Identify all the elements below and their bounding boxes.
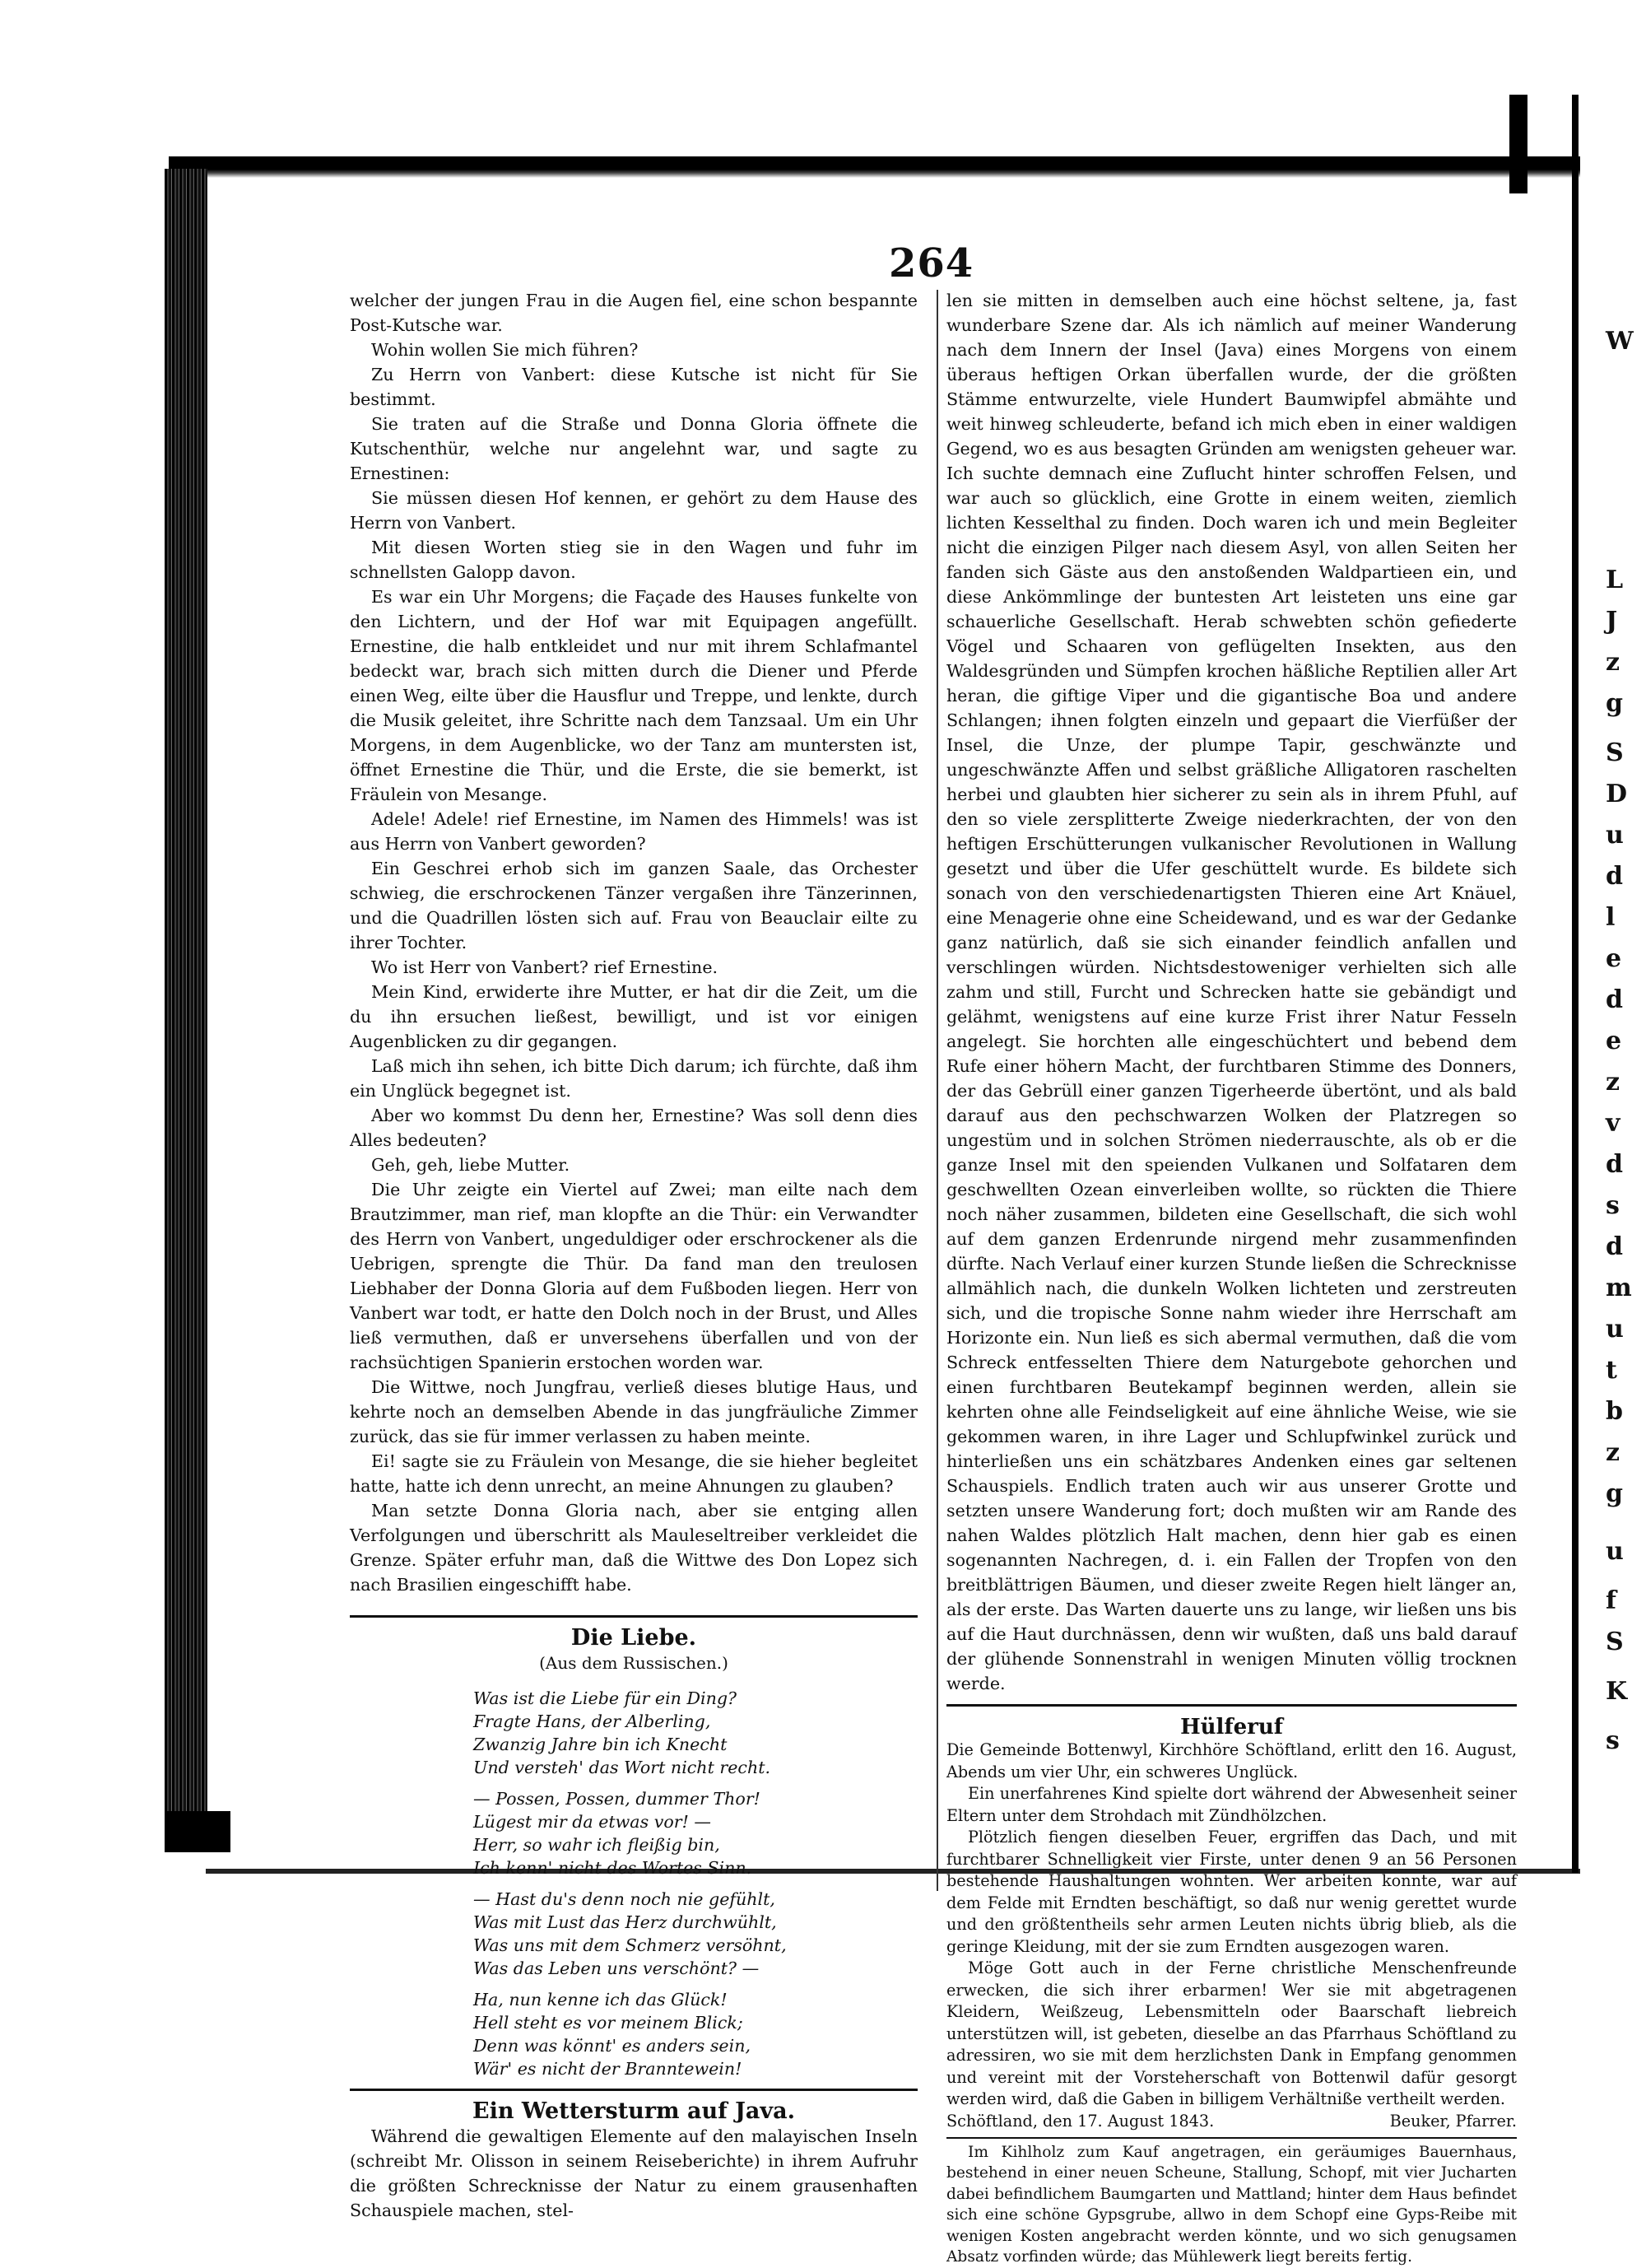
adjacent-page-fragment: g (1606, 689, 1623, 718)
adjacent-page-fragment: d (1606, 1150, 1623, 1179)
poem-line: Was das Leben uns verschönt? — (473, 1958, 760, 1978)
adjacent-page-fragment: b (1606, 1397, 1623, 1426)
adjacent-page-fragment: u (1606, 821, 1624, 850)
adjacent-page-fragment: t (1606, 1356, 1617, 1385)
article-title: Ein Wettersturm auf Java. (472, 2098, 795, 2124)
adjacent-page-fragment: d (1606, 862, 1623, 891)
adjacent-page-fragment: l (1606, 903, 1616, 932)
poem-line: — Possen, Possen, dummer Thor! (473, 1789, 760, 1809)
article-continuation: len sie mitten in demselben auch eine höchst seltene, ja, fast wunderbare Szene dar. Als ich nämlich auf meiner Wanderung nach dem Innern der Insel (Java) eines Morgens von einem überaus heftigen Orkan überfallen wurde, der die größten Stämme entwurzelte, viele Hundert Baumwipfel abmähte und weit hinweg schleuderte, befand ich mich eben in einer waldigen Gegend, wo es aus besagten Gründen am wenigsten geheuer war. Ich suchte demnach eine Zuflucht hinter schroffen Felsen, und war auch so glücklich, eine Grotte in einem weiten, ziemlich lichten Kesselthal zu finden. Doch waren ich und mein Begleiter nicht die einzigen Pilger nach diesem Asyl, von allen Seiten her fanden sich Gäste aus den anstoßenden Waldpartieen ein, und diese Ankömmlinge der buntesten Art leisteten uns eine gar schauerliche Gesellschaft. Herab schwebten schön gefiederte Vögel und Schaaren von geflügelten Insekten, aus den Waldesgründen und Sümpfen krochen häßliche Reptilien aller Art heran, die giftige Viper und die gigantische Boa und andere Schlangen; ihnen folgten einzeln und gepaart die Vierfüßer der Insel, die Unze, der plumpe Tapir, geschwänzte und ungeschwänzte Affen und selbst gräßliche Alligatoren raschelten herbei und glaubten hier sicherer zu sein als in ihrem Pfuhl, auf den so viele zersplitterte Zweige niederkrachten, der von den heftigen Erschütterungen vulkanischer Revolutionen in Wallung gesetzt und über die Ufer geschüttelt wurde. Es bildete sich sonach von den verschiedenartigsten Thieren eine Art Knäuel, eine Menagerie ohne eine Scheidewand, und es war der Gedanke ganz natürlich, daß sie sich einander feindlich anfallen und verschlingen würden. Nichtsdestoweniger verhielten sich alle zahm und still, Furcht und Schrecken hatte sie gebändigt und gelähmt, wenigstens auf eine kurze Frist ihrer Natur Fesseln angelegt. Sie horchten alle eingeschüchtert und bebend dem Rufe einer höhern Macht, der furchtbaren Stimme des Donners, der das Gebrüll einer ganzen Tigerheerde übertönt, und als bald darauf aus den pechschwarzen Wolken der Platzregen so ungestüm und in solchen Strömen niederrauschte, als ob er die ganze Insel mit den speienden Vulkanen und Solfataren dem geschwellten Ozean einverleiben wollte, so rückten die Thiere noch näher zusammen, bildeten eine Gesellschaft, die sich wohl auf dem ganzen Erdenrunde nirgend mehr zusammenfinden dürfte. Nach Verlauf einer kurzen Stunde ließen die Schrecknisse allmählich nach, die dunkeln Wolken lichteten und zerstreuten sich, und die tropische Sonne nahm wieder ihre Herrschaft am Horizonte ein. Nun ließ es sich abermal vermuthen, daß die vom Schreck entfesselten Thiere dem Naturgebote gehorchen und einen furchtbaren Beutekampf beginnen werden, allein sie kehrten ohne alle Feindseligkeit auf eine ähnliche Weise, wie sie gekommen waren, in ihre Lager und Schlupfwinkel zurück und hinterließen uns ein schätzbares Andenken eines gar seltenen Schauspiels. Endlich traten auch wir aus unserer Grotte und setzten unsere Wanderung fort; doch mußten wir am Rande des nahen Waldes plötzlich Halt machen, denn hier gab es einen sogenannten Nachregen, d. i. ein Fallen der Tropfen von den breitblättrigen Bäumen, und dieser zweite Regen hielt länger an, als der erste. Das Warten dauerte uns zu lange, wir ließen uns bis auf die Haut durchnässen, denn wir wußten, daß uns bald darauf der glühende Sonnenstrahl in wenigen Minuten völlig trocknen werde. (946, 291, 1517, 1693)
adjacent-page-fragment: e (1606, 944, 1622, 973)
section-rule (946, 1704, 1517, 1707)
book-page-edges (165, 169, 207, 1844)
adjacent-page-fragment: K (1606, 1677, 1628, 1706)
paragraph: Ei! sagte sie zu Fräulein von Mesange, die sie hieher begleitet hatte, hatte ich denn unrecht, an meine Ahnungen zu glauben? (350, 1451, 918, 1496)
article-intro: Während die gewaltigen Elemente auf den malayischen Inseln (schreibt Mr. Olisson in seinem Reiseberichte) in ihrem Aufruhr die größten Schrecknisse der Natur zu einem grausenhaften Schauspiele machen, stel- (350, 2126, 918, 2220)
hilferuf-title: Hülferuf (1180, 1715, 1283, 1739)
poem-stanza (473, 1888, 918, 1980)
poem (350, 1687, 918, 2080)
poem-line: Was mit Lust das Herz durchwühlt, (473, 1912, 777, 1932)
poem-line: Hell steht es vor meinem Blick; (473, 2013, 743, 2033)
paragraph: Mein Kind, erwiderte ihre Mutter, er hat dir die Zeit, um die du ihn ersuchen ließest, bewilligt, und ist vor einigen Augenblicken zu dir gegangen. (350, 982, 918, 1051)
adjacent-page-fragment: e (1606, 1027, 1622, 1055)
poem-subtitle: (Aus dem Russischen.) (539, 1653, 728, 1673)
adjacent-page-fragment: m (1606, 1274, 1632, 1302)
paragraph: Sie traten auf die Straße und Donna Gloria öffnete die Kutschenthür, welche nur angelehnt war, und sagte zu Ernestinen: (350, 414, 918, 483)
paragraph: welcher der jungen Frau in die Augen fiel, eine schon bespannte Post-Kutsche war. (350, 291, 918, 335)
paragraph: Mit diesen Worten stieg sie in den Wagen und fuhr im schnellsten Galopp davon. (350, 538, 918, 582)
adjacent-page-fragment: L (1606, 566, 1624, 594)
poem-line: Denn was könnt' es anders sein, (473, 2036, 751, 2056)
poem-line: Zwanzig Jahre bin ich Knecht (473, 1735, 728, 1754)
adjacent-page-fragment: d (1606, 985, 1623, 1014)
paragraph: Die Uhr zeigte ein Viertel auf Zwei; man eilte nach dem Brautzimmer, man rief, man klopfte an die Thür: ein Verwandter des Herrn von Vanbert, ungeduldiger oder erschrockener als die Uebrigen, sprengte die Thür. Da fand man den treulosen Liebhaber der Donna Gloria auf dem Fußboden liegen. Herr von Vanbert war todt, er hatte den Dolch noch in der Brust, und Alles ließ vermuthen, daß er unversehens überfallen und von der rachsüchtigen Spanierin erstochen worden war. (350, 1180, 918, 1372)
poem-line: Fragte Hans, der Alberling, (473, 1711, 711, 1731)
section-rule (946, 2137, 1517, 2139)
page-number: 264 (889, 240, 974, 286)
hilferuf-notice (946, 1739, 1517, 2111)
adjacent-page-fragment: S (1606, 738, 1624, 767)
adjacent-page-fragment: s (1606, 1191, 1620, 1220)
signature-line (946, 2111, 1517, 2132)
paragraph: Zu Herrn von Vanbert: diese Kutsche ist nicht für Sie bestimmt. (350, 365, 918, 409)
paragraph: Adele! Adele! rief Ernestine, im Namen des Himmels! was ist aus Herrn von Vanbert geworden? (350, 809, 918, 854)
paragraph: Möge Gott auch in der Ferne christliche Menschenfreunde erwecken, die sich ihrer erbarmen! Wer sie mit abgetragenen Kleidern, Weißzeug, Lebensmitteln oder Baarschaft liebreich unterstützen will, ist gebeten, dieselbe an das Pfarrhaus Schöftland zu adressiren, wo sie mit dem herzlichsten Dank in Empfang genommen und vereint mit der Vorsteherschaft von Bottenwil dafür gesorgt werden wird, daß die Gaben in billigem Verhältniße vertheilt werden. (946, 1958, 1517, 2108)
paragraph: Die Gemeinde Bottenwyl, Kirchhöre Schöftland, erlitt den 16. August, Abends um vier Uhr, ein schweres Unglück. (946, 1740, 1517, 1781)
paragraph: Wohin wollen Sie mich führen? (371, 340, 639, 360)
adjacent-page-fragment: v (1606, 1109, 1620, 1138)
poem-stanza (473, 1988, 918, 2080)
paragraph: Ein Geschrei erhob sich im ganzen Saale, das Orchester schwieg, die erschrockenen Tänzer vergaßen ihre Tänzerinnen, und die Quadrillen lösten sich auf. Frau von Beauclair eilte zu ihrer Tochter. (350, 859, 918, 952)
advertisement: Im Kihlholz zum Kauf angetragen, ein geräumiges Bauernhaus, bestehend in einer neuen Scheune, Stallung, Schopf, mit vier Jucharten dabei befindlichem Baumgarten und Mattland; hinter dem Haus befindet sich eine schöne Gypsgrube, allwo in dem Schopf eine Gyps-Reibe mit wenigen Kosten angebracht werden könnte, und wo sich genugsamen Absatz vorfinden würde; das Mühlewerk liegt bereits fertig. (946, 2143, 1517, 2266)
poem-stanza (473, 1787, 918, 1879)
adjacent-page (1584, 165, 1646, 1877)
paragraph: Aber wo kommst Du denn her, Ernestine? Was soll denn dies Alles bedeuten? (350, 1106, 918, 1150)
paragraph: Plötzlich fiengen dieselben Feuer, ergriffen das Dach, und mit furchtbarer Schnelligkeit vier Firste, unter denen 9 an 56 Personen bestehende Haushaltungen wohnten. Wer arbeiten konnte, war auf dem Felde mit Erndten beschäftigt, so daß nur wenig gerettet wurde und den größtentheils sehr armen Leuten nichts übrig blieb, als die geringe Kleidung, mit der sie zum Erndten ausgezogen waren. (946, 1828, 1517, 1956)
paragraph: Die Wittwe, noch Jungfrau, verließ dieses blutige Haus, und kehrte noch an demselben Abende in das jungfräuliche Zimmer zurück, das sie für immer verlassen zu haben meinte. (350, 1377, 918, 1446)
poem-line: Wär' es nicht der Branntewein! (473, 2059, 742, 2079)
adjacent-page-fragment: s (1606, 1726, 1620, 1755)
right-column (946, 288, 1517, 2268)
signature: Beuker, Pfarrer. (1389, 2111, 1517, 2131)
gutter-edge (1572, 95, 1579, 1873)
poem-line: Was ist die Liebe für ein Ding? (473, 1688, 737, 1708)
paragraph: Geh, geh, liebe Mutter. (371, 1155, 570, 1175)
adjacent-page-fragment: d (1606, 1232, 1623, 1261)
adjacent-page-fragment: u (1606, 1315, 1624, 1344)
adjacent-page-fragment: S (1606, 1628, 1624, 1656)
scan-margin (0, 0, 12, 2177)
poem-stanza (473, 1687, 918, 1779)
poem-line: Was uns mit dem Schmerz versöhnt, (473, 1935, 787, 1955)
poem-line: Und versteh' das Wort nicht recht. (473, 1758, 771, 1777)
poem-title: Die Liebe. (570, 1625, 697, 1651)
poem-line: Ich kenn' nicht des Wortes Sinn. (473, 1858, 752, 1878)
place-date: Schöftland, den 17. August 1843. (946, 2111, 1215, 2131)
poem-line: Ha, nun kenne ich das Glück! (473, 1990, 728, 2010)
adjacent-page-fragment: g (1606, 1479, 1623, 1508)
adjacent-page-fragment: J (1606, 607, 1618, 636)
gutter-shadow (1509, 95, 1527, 193)
paragraph: Es war ein Uhr Morgens; die Façade des Hauses funkelte von den Lichtern, und der Hof war mit Equipagen angefüllt. Ernestine, die halb entkleidet und nur mit ihrem Schlafmantel bedeckt war, brach sich mitten durch die Diener und Pferde einen Weg, eilte über die Hausflur und Treppe, und lenkte, durch die Musik geleitet, ihre Schritte nach dem Tanzsaal. Um ein Uhr Morgens, in dem Augenblicke, wo der Tanz am muntersten ist, öffnet Ernestine die Thür, und die Erste, die sie bemerkt, ist Fräulein von Mesange. (350, 587, 918, 804)
left-column (350, 288, 918, 2223)
paragraph: Ein unerfahrenes Kind spielte dort während der Abwesenheit seiner Eltern unter dem Strohdach mit Zündhölzchen. (946, 1784, 1517, 1825)
poem-line: — Hast du's denn noch nie gefühlt, (473, 1889, 775, 1909)
column-divider (937, 290, 938, 1891)
paragraph: Sie müssen diesen Hof kennen, er gehört zu dem Hause des Herrn von Vanbert. (350, 488, 918, 533)
section-rule (350, 1615, 918, 1618)
paragraph: Laß mich ihn sehen, ich bitte Dich darum; ich fürchte, daß ihm ein Unglück begegnet ist. (350, 1056, 918, 1101)
paragraph: Wo ist Herr von Vanbert? rief Ernestine. (371, 957, 718, 977)
adjacent-page-fragment: W (1606, 327, 1634, 356)
poem-line: Herr, so wahr ich fleißig bin, (473, 1835, 720, 1855)
adjacent-page-fragment: f (1606, 1586, 1616, 1615)
section-rule (350, 2089, 918, 2091)
page-top-edge (169, 156, 1580, 178)
adjacent-page-fragment: u (1606, 1537, 1624, 1566)
paragraph: Man setzte Donna Gloria nach, aber sie entging allen Verfolgungen und überschritt als Mauleseltreiber verkleidet die Grenze. Später erfuhr man, daß die Wittwe des Don Lopez sich nach Brasilien eingeschifft habe. (350, 1501, 918, 1595)
adjacent-page-fragment: z (1606, 1068, 1620, 1097)
adjacent-page-fragment: z (1606, 648, 1620, 677)
book-page-edges-bottom (165, 1811, 230, 1852)
poem-line: Lügest mir da etwas vor! — (473, 1812, 711, 1832)
adjacent-page-fragment: D (1606, 780, 1628, 808)
adjacent-page-fragment: z (1606, 1438, 1620, 1467)
